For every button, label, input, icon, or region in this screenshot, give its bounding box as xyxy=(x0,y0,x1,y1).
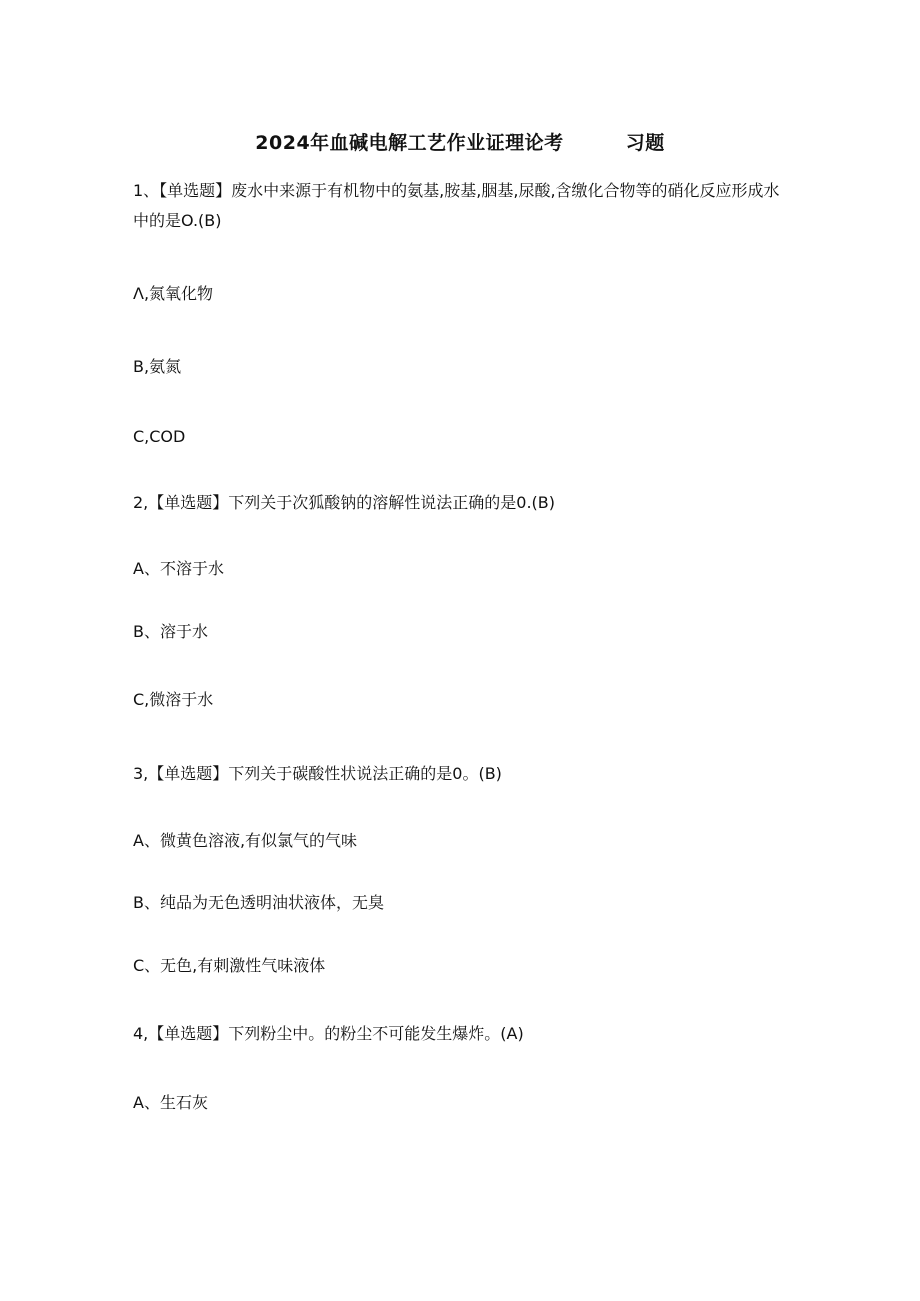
question-4: 4,【单选题】下列粉尘中。的粉尘不可能发生爆炸。(A) xyxy=(133,1024,524,1043)
q1-option-c: C,COD xyxy=(133,427,186,446)
document-title xyxy=(0,128,920,155)
q3-option-a: A、微黄色溶液,有似氯气的气味 xyxy=(133,831,358,850)
title-suffix: 习题 xyxy=(625,132,665,154)
question-3: 3,【单选题】下列关于碳酸性状说法正确的是0。(B) xyxy=(133,764,502,783)
q2-option-b: B、溶于水 xyxy=(133,622,208,641)
question-2: 2,【单选题】下列关于次狐酸钠的溶解性说法正确的是0.(B) xyxy=(133,493,555,512)
title-main: 2024年血碱电解工艺作业证理论考 xyxy=(255,132,564,154)
q2-option-a: A、不溶于水 xyxy=(133,559,224,578)
question-1: 1、【单选题】废水中来源于有机物中的氨基,胺基,胭基,尿酸,含缴化合物等的硝化反应形成水中的是O.(B) xyxy=(133,181,780,230)
q4-option-a: A、生石灰 xyxy=(133,1093,208,1112)
q1-option-b: B,氨氮 xyxy=(133,357,182,376)
q3-option-c: C、无色,有刺激性气味液体 xyxy=(133,956,326,975)
q3-option-b: B、纯品为无色透明油状液体，无臭 xyxy=(133,893,384,912)
q2-option-c: C,微溶于水 xyxy=(133,690,214,709)
q1-option-a: Λ,氮氧化物 xyxy=(133,284,214,303)
